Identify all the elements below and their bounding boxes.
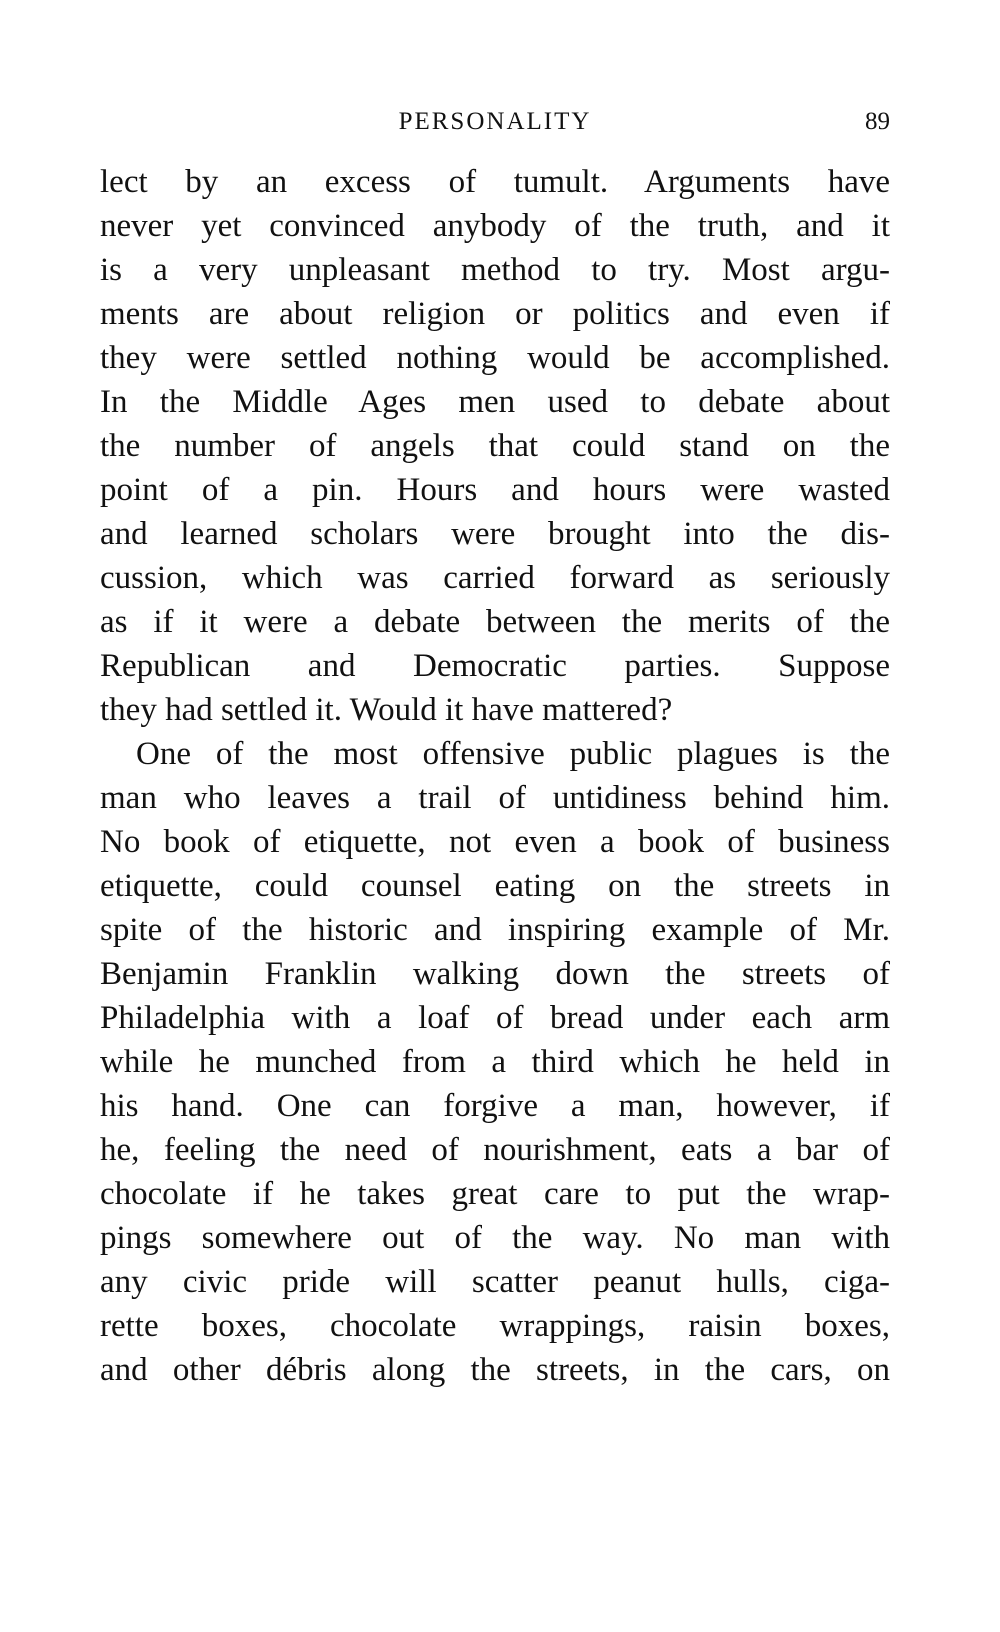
text-line: they were settled nothing would be accomplished. [100, 340, 890, 376]
page-number: 89 [865, 108, 890, 135]
text-line: rette boxes, chocolate wrappings, raisin boxes, [100, 1308, 890, 1344]
text-line: and other débris along the streets, in the cars, on [100, 1352, 890, 1388]
text-line: any civic pride will scatter peanut hulls, ciga- [100, 1264, 890, 1300]
running-title: PERSONALITY [398, 108, 592, 135]
text-line: and learned scholars were brought into the dis- [100, 516, 890, 552]
text-line: is a very unpleasant method to try. Most argu- [100, 252, 890, 288]
running-head [100, 108, 890, 142]
text-line: Benjamin Franklin walking down the streets of [100, 956, 890, 992]
paragraph-start-line: One of the most offensive public plagues is the [136, 736, 890, 772]
paragraph-end-line: they had settled it. Would it have mattered? [100, 692, 673, 728]
text-line: Philadelphia with a loaf of bread under each arm [100, 1000, 890, 1036]
text-line: while he munched from a third which he held in [100, 1044, 890, 1080]
text-line: etiquette, could counsel eating on the streets in [100, 868, 890, 904]
text-line: chocolate if he takes great care to put the wrap- [100, 1176, 890, 1212]
text-line: he, feeling the need of nourishment, eats a bar of [100, 1132, 890, 1168]
text-line: never yet convinced anybody of the truth, and it [100, 208, 890, 244]
text-line: cussion, which was carried forward as seriously [100, 560, 890, 596]
text-line: lect by an excess of tumult. Arguments have [100, 164, 890, 200]
text-line: his hand. One can forgive a man, however, if [100, 1088, 890, 1124]
body-text [100, 160, 890, 1392]
text-line: man who leaves a trail of untidiness behind him. [100, 780, 890, 816]
text-line: spite of the historic and inspiring example of Mr. [100, 912, 890, 948]
text-line: Republican and Democratic parties. Suppose [100, 648, 890, 684]
text-line: pings somewhere out of the way. No man with [100, 1220, 890, 1256]
text-line: ments are about religion or politics and even if [100, 296, 890, 332]
text-line: the number of angels that could stand on the [100, 428, 890, 464]
text-line: point of a pin. Hours and hours were wasted [100, 472, 890, 508]
text-line: In the Middle Ages men used to debate about [100, 384, 890, 420]
text-line: as if it were a debate between the merits of the [100, 604, 890, 640]
text-line: No book of etiquette, not even a book of business [100, 824, 890, 860]
